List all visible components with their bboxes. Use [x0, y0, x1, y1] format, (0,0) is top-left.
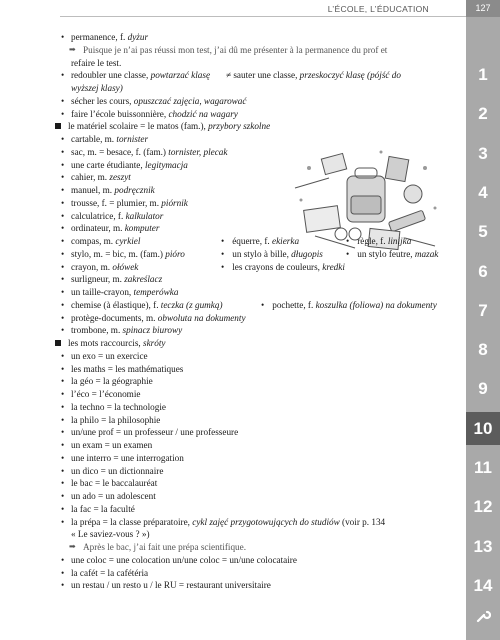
arrow-icon: ➡: [69, 542, 76, 551]
bullet-icon: •: [61, 516, 65, 527]
bullet-icon: •: [61, 478, 65, 489]
entry-french: le matériel scolaire = le matos (fam.),: [68, 121, 209, 132]
bullet-icon: •: [61, 185, 65, 195]
entry-polish: piórnik: [161, 197, 188, 208]
list-item: [55, 235, 463, 248]
entry-french: trousse, f. = plumier, m.: [71, 197, 162, 208]
entry-note: (voir p. 134: [339, 516, 386, 527]
bullet-icon: •: [61, 325, 65, 336]
list-item: [55, 516, 463, 529]
list-item: [55, 414, 463, 427]
chapter-tab-12[interactable]: 12: [473, 497, 493, 517]
entry-polish: temperówka: [133, 287, 179, 297]
entry-french: la cafét = la cafétéria: [71, 567, 149, 578]
list-item: [55, 363, 463, 376]
list-item: [55, 554, 463, 567]
entry-french: un dico = un dictionnaire: [71, 465, 164, 476]
list-item: [55, 248, 463, 261]
entry-french: le bac = le baccalauréat: [71, 478, 158, 489]
list-item: [55, 503, 463, 516]
entry-polish: podręcznik: [114, 185, 155, 195]
entry-polish: chodzić na wagary: [168, 108, 238, 119]
entry-polish: przeskoczyć klasę (pójść do: [299, 70, 401, 81]
entry-polish: cyrkiel: [115, 236, 141, 246]
column-entry: [346, 235, 411, 248]
bullet-icon: •: [61, 312, 65, 323]
entry-continuation: « Le saviez-vous ? »): [71, 529, 150, 540]
chapter-tab-10[interactable]: 10: [466, 412, 500, 445]
entry-french: trombone, m.: [71, 325, 123, 336]
list-item: [55, 57, 463, 70]
entry-polish: dyżur: [127, 32, 149, 42]
column-entry: [221, 248, 323, 261]
bullet-icon: •: [61, 70, 65, 81]
list-item: [55, 350, 463, 363]
wrench-icon[interactable]: [466, 600, 500, 633]
list-item: [55, 44, 463, 57]
entry-french: les mots raccourcis,: [68, 338, 144, 348]
entry-french: la prépa = la classe préparatoire,: [71, 516, 193, 527]
entry-french: un/une prof = un professeur / une professeure: [71, 427, 239, 438]
entry-polish: linijka: [387, 236, 412, 246]
bullet-icon: •: [61, 146, 65, 157]
list-item: [55, 171, 463, 184]
bullet-icon: •: [61, 350, 65, 361]
list-item: [55, 108, 463, 121]
entry-french: manuel, m.: [71, 185, 115, 195]
list-item: [55, 286, 463, 299]
column-entry: [346, 248, 438, 261]
entry-french: la géo = la géographie: [71, 376, 153, 387]
bullet-icon: •: [61, 554, 65, 565]
entry-polish: zakreślacz: [124, 274, 163, 285]
entry-french: la techno = la technologie: [71, 401, 166, 412]
list-item: [55, 82, 463, 95]
square-bullet-icon: [55, 340, 61, 346]
entry-polish: opuszczać zajęcia, wagarować: [133, 95, 247, 106]
entry-polish: tornister: [116, 134, 149, 144]
list-item: [55, 477, 463, 490]
list-item: [55, 312, 463, 325]
entry-french: compas, m.: [71, 236, 116, 246]
chapter-tab-2[interactable]: 2: [478, 104, 488, 124]
list-item: [55, 69, 463, 82]
column-entry: [221, 261, 345, 274]
bullet-icon: •: [61, 567, 65, 578]
bullet-icon: •: [61, 248, 65, 259]
entry-polish: przybory szkolne: [208, 121, 271, 132]
entry-french: ordinateur, m.: [71, 223, 125, 234]
entry-french: redoubler une classe,: [71, 70, 151, 81]
bullet-icon: •: [61, 389, 65, 399]
list-item: [55, 197, 463, 210]
bullet-icon: •: [61, 236, 65, 246]
chapter-tab-5[interactable]: 5: [478, 222, 488, 242]
example-sentence: Après le bac, j’ai fait une prépa scientifique.: [83, 542, 247, 552]
bullet-icon: •: [61, 414, 65, 425]
list-item: [55, 337, 463, 350]
entry-polish: spinacz biurowy: [122, 325, 183, 336]
bullet-icon: •: [61, 159, 65, 170]
bullet-icon: •: [61, 580, 65, 591]
chapter-tab-6[interactable]: 6: [478, 261, 488, 281]
page-number: 127: [466, 0, 500, 17]
bullet-icon: •: [61, 172, 65, 183]
list-item: [55, 222, 463, 235]
entry-french: calculatrice, f.: [71, 210, 126, 221]
chapter-tab-9[interactable]: 9: [478, 379, 488, 399]
chapter-tab-14[interactable]: 14: [473, 575, 493, 595]
chapter-tab-11[interactable]: 11: [474, 458, 492, 477]
entry-polish: legitymacja: [144, 159, 188, 170]
list-item: [55, 439, 463, 452]
list-item: [55, 95, 463, 108]
entry-french: pochette, f.: [272, 299, 316, 310]
entry-french: règle, f.: [357, 236, 388, 246]
list-item: [55, 388, 463, 401]
bullet-icon: •: [221, 261, 225, 272]
bullet-icon: •: [61, 274, 65, 285]
entry-french: surligneur, m.: [71, 274, 125, 285]
list-item: [55, 146, 463, 159]
entry-french: chemise (à élastique), f.: [71, 299, 161, 310]
bullet-icon: •: [61, 440, 65, 450]
entry-continuation: wyższej klasy): [71, 83, 123, 93]
bullet-icon: •: [61, 363, 65, 374]
chapter-tab-7[interactable]: 7: [478, 300, 488, 320]
entry-polish: cykl zajęć przygotowujących do studiów: [192, 516, 340, 527]
entry-polish: pióro: [165, 248, 185, 259]
bullet-icon: •: [61, 108, 65, 119]
list-item: [55, 210, 463, 223]
list-item: [55, 261, 463, 274]
list-item: [55, 273, 463, 286]
entry-continuation: refaire le test.: [71, 57, 122, 68]
entry-french: un taille-crayon,: [71, 287, 134, 297]
entry-french: ≠ sauter une classe,: [226, 70, 300, 81]
entry-polish: długopis: [291, 248, 323, 259]
entry-polish: ołówek: [112, 261, 139, 272]
chapter-title: L’ÉCOLE, L’ÉDUCATION: [327, 4, 429, 14]
list-item: [55, 299, 463, 312]
list-item: [55, 159, 463, 172]
entry-french: un stylo feutre,: [357, 248, 415, 259]
column-entry: [71, 249, 185, 259]
entry-french: les maths = les mathématiques: [71, 363, 184, 374]
bullet-icon: •: [61, 465, 65, 476]
list-item: [55, 31, 463, 44]
entry-french: crayon, m.: [71, 261, 113, 272]
entry-french: une interro = une interrogation: [71, 452, 184, 463]
list-item: [55, 579, 463, 592]
entry-polish: skróty: [143, 338, 166, 348]
entry-polish: powtarzać klasę: [150, 70, 211, 81]
square-bullet-icon: [55, 123, 61, 129]
list-item: [55, 426, 463, 439]
entry-french: une carte étudiante,: [71, 159, 145, 170]
chapter-tab-13[interactable]: 13: [473, 536, 493, 556]
bullet-icon: •: [61, 491, 65, 501]
entry-french: un stylo à bille,: [232, 248, 292, 259]
entry-french: les crayons de couleurs,: [232, 261, 323, 272]
entry-polish: komputer: [124, 223, 160, 234]
column-entry: [71, 262, 138, 272]
bullet-icon: •: [261, 299, 265, 310]
entry-french: un exo = un exercice: [71, 350, 148, 361]
bullet-icon: •: [61, 401, 65, 412]
entry-french: la fac = la faculté: [71, 503, 135, 514]
entry-french: cahier, m.: [71, 172, 110, 183]
bullet-icon: •: [61, 197, 65, 208]
column-entry: [71, 236, 140, 246]
entry-polish: zeszyt: [109, 172, 131, 183]
list-item: [55, 120, 463, 133]
entry-french: la philo = la philosophie: [71, 414, 161, 425]
entry-french: l’éco = l’économie: [71, 389, 141, 399]
bullet-icon: •: [61, 32, 65, 42]
list-item: [55, 324, 463, 337]
bullet-icon: •: [61, 503, 65, 514]
chapter-tab-8[interactable]: 8: [478, 340, 488, 360]
entry-french: une coloc = une colocation un/une coloc = un/une colocataire: [71, 554, 297, 565]
entry-polish: teczka (z gumką): [160, 299, 223, 310]
entry-french: sac, m. = besace, f. (fam.): [71, 146, 169, 157]
bullet-icon: •: [61, 452, 65, 463]
header-rule: [60, 16, 466, 17]
chapter-tab-3[interactable]: 3: [478, 143, 488, 163]
bullet-icon: •: [61, 223, 65, 234]
entry-french: permanence, f.: [71, 32, 128, 42]
entry-french: stylo, m. = bic, m. (fam.): [71, 248, 166, 259]
bullet-icon: •: [61, 134, 65, 144]
vocabulary-list: [55, 31, 463, 592]
entry-french: sécher les cours,: [71, 95, 134, 106]
example-sentence: Puisque je n’ai pas réussi mon test, j’ai dû me présenter à la permanence du prof et: [83, 44, 388, 55]
bullet-icon: •: [61, 95, 65, 106]
list-item: [55, 375, 463, 388]
bullet-icon: •: [61, 210, 65, 221]
column-entry: [221, 235, 299, 248]
list-item: [55, 465, 463, 478]
list-item: [55, 490, 463, 503]
column-entry: [261, 299, 437, 312]
entry-polish: ekierka: [272, 236, 300, 246]
entry-french: protège-documents, m.: [71, 312, 158, 323]
list-item: [55, 541, 463, 554]
list-item: [55, 133, 463, 146]
entry-polish: koszulka (foliowa) na dokumenty: [315, 299, 437, 310]
bullet-icon: •: [221, 248, 225, 259]
entry-polish: tornister, plecak: [168, 146, 228, 157]
arrow-icon: ➡: [69, 44, 76, 54]
list-item: [55, 401, 463, 414]
entry-polish: obwoluta na dokumenty: [157, 312, 246, 323]
bullet-icon: •: [61, 261, 65, 272]
entry-polish: kalkulator: [125, 210, 164, 221]
bullet-icon: •: [346, 236, 350, 246]
bullet-icon: •: [346, 248, 350, 259]
entry-french: équerre, f.: [232, 236, 273, 246]
page-header: [0, 0, 466, 17]
entry-polish: kredki: [322, 261, 345, 272]
entry-french: cartable, m.: [71, 134, 117, 144]
chapter-tab-1[interactable]: 1: [478, 65, 488, 84]
bullet-icon: •: [61, 376, 65, 387]
bullet-icon: •: [61, 299, 65, 310]
chapter-tab-4[interactable]: 4: [478, 182, 488, 202]
bullet-icon: •: [61, 427, 65, 438]
column-entry: [71, 300, 223, 310]
bullet-icon: •: [221, 236, 225, 246]
entry-french: un restau / un resto u / le RU = restaurant universitaire: [71, 580, 271, 591]
entry-polish: mazak: [414, 248, 439, 259]
entry-french: faire l’école buissonnière,: [71, 108, 169, 119]
entry-french: un exam = un examen: [71, 440, 153, 450]
bullet-icon: •: [61, 287, 65, 297]
list-item: [55, 452, 463, 465]
list-item: [55, 184, 463, 197]
list-item: [55, 567, 463, 580]
entry-french: un ado = un adolescent: [71, 491, 156, 501]
list-item: [55, 528, 463, 541]
